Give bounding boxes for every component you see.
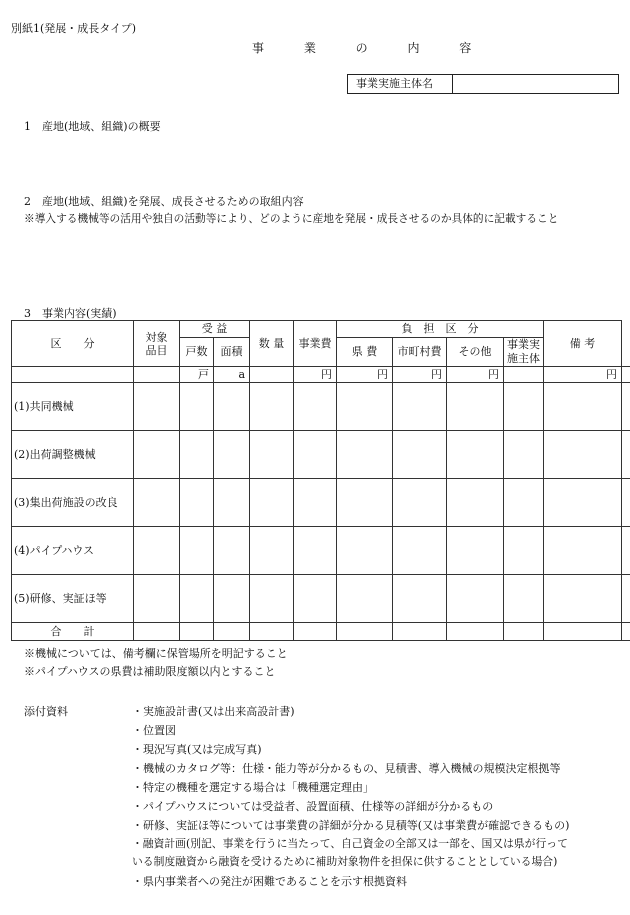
cell[interactable] — [250, 383, 294, 431]
cell[interactable] — [393, 623, 447, 641]
attachment-item: ・融資計画(別記、事業を行うに当たって、自己資金の全部又は一部を、国又は県が行って — [132, 837, 568, 850]
unit-yen: 円 — [337, 367, 393, 383]
col-category: 区 分 — [12, 321, 134, 367]
note-pipe-house: ※パイプハウスの県費は補助限度額以内とすること — [24, 665, 276, 678]
row-label: (1)共同機械 — [12, 383, 134, 431]
row-label: (3)集出荷施設の改良 — [12, 479, 134, 527]
col-area: 面積 — [214, 338, 250, 367]
col-other: その他 — [447, 338, 504, 367]
cell[interactable] — [180, 575, 214, 623]
col-target-line2: 品目 — [145, 343, 168, 357]
cell[interactable] — [622, 575, 630, 623]
unit-yen: 円 — [294, 367, 337, 383]
col-beneficiary: 受 益 — [180, 321, 250, 338]
unit-area: a — [214, 367, 250, 383]
cell[interactable] — [504, 527, 544, 575]
cell[interactable] — [337, 623, 393, 641]
cell[interactable] — [214, 383, 250, 431]
page-title: 事 業 の 内 容 — [252, 41, 490, 55]
table-row — [12, 479, 630, 527]
total-label: 合 計 — [12, 623, 134, 641]
cell[interactable] — [447, 431, 504, 479]
table-row — [12, 527, 630, 575]
cell[interactable] — [393, 575, 447, 623]
cell[interactable] — [393, 431, 447, 479]
cell[interactable] — [393, 479, 447, 527]
cell[interactable] — [337, 575, 393, 623]
attachment-item: ・位置図 — [132, 724, 176, 737]
cell[interactable] — [12, 367, 134, 383]
entity-name-label: 事業実施主体名 — [348, 75, 453, 93]
cell[interactable] — [504, 479, 544, 527]
cell[interactable] — [622, 367, 630, 383]
cell[interactable] — [134, 575, 180, 623]
cell[interactable] — [337, 431, 393, 479]
cell[interactable] — [180, 431, 214, 479]
cell[interactable] — [622, 479, 630, 527]
unit-households: 戸 — [180, 367, 214, 383]
cell[interactable] — [622, 527, 630, 575]
cell[interactable] — [393, 527, 447, 575]
cell[interactable] — [214, 575, 250, 623]
row-label: (4)パイプハウス — [12, 527, 134, 575]
cell[interactable] — [622, 431, 630, 479]
cell[interactable] — [250, 431, 294, 479]
cell[interactable] — [180, 623, 214, 641]
section3-heading: 3 事業内容(実績) — [24, 307, 117, 320]
cell[interactable] — [250, 575, 294, 623]
table-header-row-1 — [12, 321, 630, 338]
attachment-item: ・研修、実証ほ等については事業費の詳細が分かる見積等(又は事業費が確認できるもの) — [132, 819, 570, 832]
col-target-line1: 対象 — [145, 330, 168, 344]
attachment-item: ・実施設計書(又は出来高設計書) — [132, 705, 295, 718]
total-row — [12, 623, 630, 641]
row-label: (2)出荷調整機械 — [12, 431, 134, 479]
cell[interactable] — [294, 383, 337, 431]
attachment-item: ・特定の機種を選定する場合は「機種選定理由」 — [132, 781, 374, 794]
cell[interactable] — [544, 479, 622, 527]
cell[interactable] — [180, 527, 214, 575]
col-entity: 事業実施主体 — [504, 338, 544, 367]
form-id: 別紙1(発展・成長タイプ) — [11, 22, 137, 35]
col-households: 戸数 — [180, 338, 214, 367]
section2-heading: 2 産地(地域、組織)を発展、成長させるための取組内容 — [24, 195, 304, 208]
col-muni: 市町村費 — [393, 338, 447, 367]
table-row — [12, 575, 630, 623]
cell[interactable] — [337, 479, 393, 527]
cell[interactable] — [214, 623, 250, 641]
cell[interactable] — [250, 367, 294, 383]
cell[interactable] — [134, 479, 180, 527]
cell[interactable] — [294, 527, 337, 575]
cell[interactable] — [134, 383, 180, 431]
note-machinery: ※機械については、備考欄に保管場所を明記すること — [24, 647, 288, 660]
cell[interactable] — [134, 527, 180, 575]
cell[interactable] — [134, 367, 180, 383]
cell[interactable] — [134, 431, 180, 479]
attachment-item: ・県内事業者への発注が困難であることを示す根拠資料 — [132, 875, 407, 888]
cell[interactable] — [447, 575, 504, 623]
unit-yen: 円 — [544, 367, 622, 383]
unit-yen: 円 — [447, 367, 504, 383]
cell[interactable] — [544, 383, 622, 431]
cell[interactable] — [447, 479, 504, 527]
cell[interactable] — [180, 383, 214, 431]
section2-instruction: ※導入する機械等の活用や独自の活動等により、どのように産地を発展・成長させるのか具体的に記載すること — [24, 212, 559, 225]
cell[interactable] — [622, 623, 630, 641]
cell[interactable] — [180, 479, 214, 527]
cell[interactable] — [504, 367, 544, 383]
table-row — [12, 431, 630, 479]
cell[interactable] — [294, 431, 337, 479]
cell[interactable] — [294, 623, 337, 641]
entity-name-box — [347, 74, 619, 94]
col-burden: 負 担 区 分 — [337, 321, 544, 338]
cell[interactable] — [337, 527, 393, 575]
cell[interactable] — [504, 383, 544, 431]
cell[interactable] — [504, 575, 544, 623]
attachment-item: ・機械のカタログ等：仕様・能力等が分かるもの、見積書、導入機械の規模決定根拠等 — [132, 762, 561, 775]
cell[interactable] — [504, 623, 544, 641]
cell[interactable] — [544, 527, 622, 575]
col-pref: 県 費 — [337, 338, 393, 367]
entity-name-field[interactable] — [453, 75, 618, 93]
cell[interactable] — [337, 383, 393, 431]
row-label: (5)研修、実証ほ等 — [12, 575, 134, 623]
section1-heading: 1 産地(地域、組織)の概要 — [24, 120, 161, 133]
cell[interactable] — [214, 431, 250, 479]
cell[interactable] — [250, 527, 294, 575]
cell[interactable] — [504, 431, 544, 479]
cell[interactable] — [447, 383, 504, 431]
cell[interactable] — [250, 623, 294, 641]
attachment-item-continued: いる制度融資から融資を受けるために補助対象物件を担保に供することとしている場合) — [132, 855, 558, 868]
attachment-item: ・現況写真(又は完成写真) — [132, 743, 262, 756]
cell[interactable] — [447, 527, 504, 575]
cell[interactable] — [447, 623, 504, 641]
project-table — [11, 320, 630, 641]
cell[interactable] — [622, 383, 630, 431]
cell[interactable] — [214, 527, 250, 575]
cell[interactable] — [544, 623, 622, 641]
cell[interactable] — [250, 479, 294, 527]
col-quantity: 数 量 — [250, 321, 294, 367]
table-row — [12, 383, 630, 431]
attachment-item: ・パイプハウスについては受益者、設置面積、仕様等の詳細が分かるもの — [132, 800, 494, 813]
cell[interactable] — [544, 431, 622, 479]
cell[interactable] — [214, 479, 250, 527]
col-remarks: 備 考 — [544, 321, 622, 367]
cell[interactable] — [294, 479, 337, 527]
cell[interactable] — [134, 623, 180, 641]
unit-yen: 円 — [393, 367, 447, 383]
col-cost: 事業費 — [294, 321, 337, 367]
cell[interactable] — [294, 575, 337, 623]
units-row — [12, 367, 630, 383]
cell[interactable] — [544, 575, 622, 623]
attachments-label: 添付資料 — [24, 705, 68, 718]
col-target — [134, 321, 180, 367]
cell[interactable] — [393, 383, 447, 431]
